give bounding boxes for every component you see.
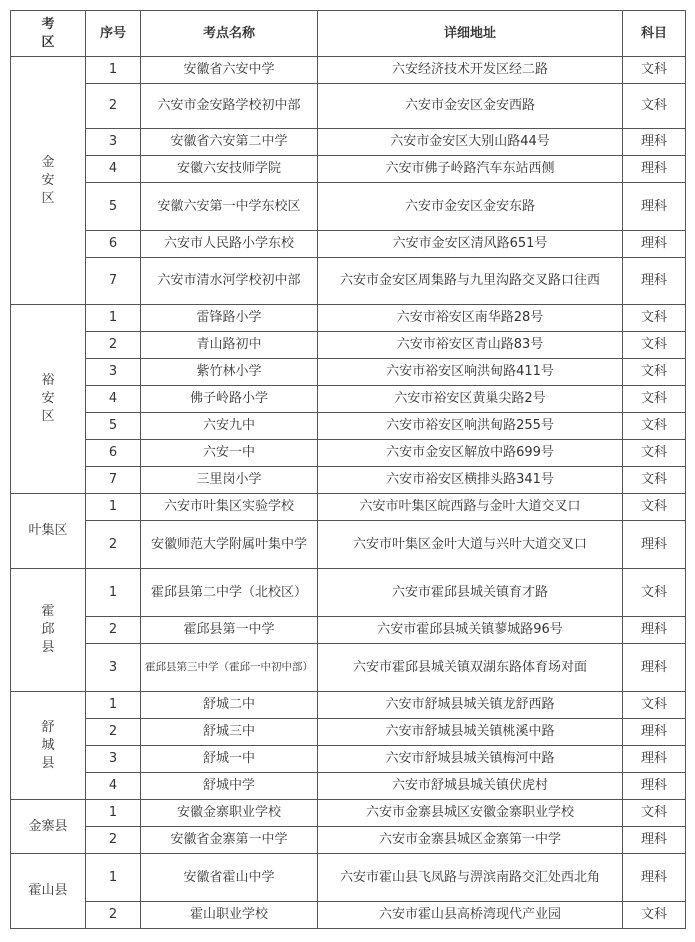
subject-cell: 文科 — [623, 467, 686, 494]
table-row — [11, 692, 686, 719]
seq-cell: 3 — [86, 129, 141, 156]
table-row — [11, 854, 686, 902]
site-name-cell: 安徽师范大学附属叶集中学 — [141, 521, 318, 569]
table-row — [11, 467, 686, 494]
seq-cell: 2 — [86, 902, 141, 929]
address-cell: 六安市金寨县城区安徽金寨职业学校 — [318, 800, 623, 827]
seq-cell: 7 — [86, 258, 141, 305]
table-row — [11, 183, 686, 231]
seq-cell: 4 — [86, 156, 141, 183]
address-cell: 六安市佛子岭路汽车东站西侧 — [318, 156, 623, 183]
seq-cell: 2 — [86, 84, 141, 129]
subject-cell: 理科 — [623, 773, 686, 800]
subject-cell: 理科 — [623, 258, 686, 305]
seq-cell: 1 — [86, 569, 141, 617]
site-name-cell: 霍邱县第三中学（霍邱一中初中部） — [141, 644, 318, 692]
table-row — [11, 156, 686, 183]
seq-cell: 2 — [86, 332, 141, 359]
table-row — [11, 305, 686, 332]
address-cell: 六安市裕安区青山路83号 — [318, 332, 623, 359]
seq-cell: 5 — [86, 413, 141, 440]
exam-sites-table — [10, 10, 686, 929]
table-row — [11, 719, 686, 746]
site-name-cell: 霍山职业学校 — [141, 902, 318, 929]
seq-cell: 1 — [86, 692, 141, 719]
seq-cell: 1 — [86, 305, 141, 332]
subject-cell: 文科 — [623, 692, 686, 719]
table-row — [11, 827, 686, 854]
table-row — [11, 359, 686, 386]
site-name-cell: 六安市人民路小学东校 — [141, 231, 318, 258]
site-name-cell: 舒城二中 — [141, 692, 318, 719]
address-cell: 六安市舒城县城关镇伏虎村 — [318, 773, 623, 800]
seq-cell: 3 — [86, 746, 141, 773]
district-cell: 霍山县 — [11, 854, 86, 929]
table-row — [11, 569, 686, 617]
address-cell: 六安市霍山县高桥湾现代产业园 — [318, 902, 623, 929]
address-cell: 六安市裕安区黄巢尖路2号 — [318, 386, 623, 413]
site-name-cell: 三里岗小学 — [141, 467, 318, 494]
subject-cell: 理科 — [623, 617, 686, 644]
address-cell: 六安市金安区大别山路44号 — [318, 129, 623, 156]
address-cell: 六安市叶集区金叶大道与兴叶大道交叉口 — [318, 521, 623, 569]
site-name-cell: 紫竹林小学 — [141, 359, 318, 386]
site-name-cell: 安徽省金寨第一中学 — [141, 827, 318, 854]
address-cell: 六安市舒城县城关镇龙舒西路 — [318, 692, 623, 719]
subject-cell: 理科 — [623, 827, 686, 854]
subject-cell: 文科 — [623, 800, 686, 827]
table-row — [11, 386, 686, 413]
table-row — [11, 773, 686, 800]
header-subject: 科目 — [623, 11, 686, 57]
subject-cell: 理科 — [623, 746, 686, 773]
site-name-cell: 安徽省霍山中学 — [141, 854, 318, 902]
subject-cell: 文科 — [623, 359, 686, 386]
site-name-cell: 舒城中学 — [141, 773, 318, 800]
site-name-cell: 雷锋路小学 — [141, 305, 318, 332]
address-cell: 六安经济技术开发区经二路 — [318, 57, 623, 84]
district-cell: 舒 城 县 — [11, 692, 86, 800]
address-cell: 六安市金安区清风路651号 — [318, 231, 623, 258]
seq-cell: 2 — [86, 521, 141, 569]
table-body — [11, 57, 686, 929]
seq-cell: 2 — [86, 719, 141, 746]
header-district: 考 区 — [11, 11, 86, 57]
header-address: 详细地址 — [318, 11, 623, 57]
seq-cell: 1 — [86, 854, 141, 902]
subject-cell: 理科 — [623, 156, 686, 183]
address-cell: 六安市舒城县城关镇桃溪中路 — [318, 719, 623, 746]
site-name-cell: 舒城一中 — [141, 746, 318, 773]
site-name-cell: 霍邱县第一中学 — [141, 617, 318, 644]
subject-cell: 文科 — [623, 305, 686, 332]
address-cell: 六安市裕安区响洪甸路411号 — [318, 359, 623, 386]
address-cell: 六安市裕安区南华路28号 — [318, 305, 623, 332]
address-cell: 六安市舒城县城关镇梅河中路 — [318, 746, 623, 773]
seq-cell: 4 — [86, 773, 141, 800]
subject-cell: 文科 — [623, 84, 686, 129]
address-cell: 六安市金安区金安东路 — [318, 183, 623, 231]
header-seq: 序号 — [86, 11, 141, 57]
subject-cell: 文科 — [623, 386, 686, 413]
subject-cell: 理科 — [623, 521, 686, 569]
address-cell: 六安市裕安区响洪甸路255号 — [318, 413, 623, 440]
seq-cell: 5 — [86, 183, 141, 231]
subject-cell: 文科 — [623, 902, 686, 929]
seq-cell: 3 — [86, 644, 141, 692]
site-name-cell: 安徽六安技师学院 — [141, 156, 318, 183]
seq-cell: 1 — [86, 57, 141, 84]
site-name-cell: 霍邱县第二中学（北校区） — [141, 569, 318, 617]
seq-cell: 1 — [86, 800, 141, 827]
address-cell: 六安市裕安区横排头路341号 — [318, 467, 623, 494]
seq-cell: 3 — [86, 359, 141, 386]
table-row — [11, 617, 686, 644]
address-cell: 六安市霍邱县城关镇育才路 — [318, 569, 623, 617]
district-cell: 霍 邱 县 — [11, 569, 86, 692]
subject-cell: 理科 — [623, 183, 686, 231]
site-name-cell: 六安九中 — [141, 413, 318, 440]
site-name-cell: 安徽金寨职业学校 — [141, 800, 318, 827]
address-cell: 六安市霍邱县城关镇双湖东路体育场对面 — [318, 644, 623, 692]
subject-cell: 文科 — [623, 494, 686, 521]
district-cell: 叶集区 — [11, 494, 86, 569]
address-cell: 六安市金安区解放中路699号 — [318, 440, 623, 467]
site-name-cell: 安徽省六安第二中学 — [141, 129, 318, 156]
site-name-cell: 安徽六安第一中学东校区 — [141, 183, 318, 231]
table-row — [11, 231, 686, 258]
table-row — [11, 258, 686, 305]
subject-cell: 文科 — [623, 332, 686, 359]
site-name-cell: 六安市金安路学校初中部 — [141, 84, 318, 129]
subject-cell: 理科 — [623, 644, 686, 692]
site-name-cell: 佛子岭路小学 — [141, 386, 318, 413]
seq-cell: 2 — [86, 827, 141, 854]
table-row — [11, 440, 686, 467]
subject-cell: 文科 — [623, 569, 686, 617]
header-row — [11, 11, 686, 57]
table-row — [11, 746, 686, 773]
subject-cell: 文科 — [623, 413, 686, 440]
district-cell: 裕 安 区 — [11, 305, 86, 494]
table-row — [11, 332, 686, 359]
site-name-cell: 六安市清水河学校初中部 — [141, 258, 318, 305]
address-cell: 六安市金寨县城区金寨第一中学 — [318, 827, 623, 854]
district-cell: 金寨县 — [11, 800, 86, 854]
site-name-cell: 舒城三中 — [141, 719, 318, 746]
site-name-cell: 青山路初中 — [141, 332, 318, 359]
seq-cell: 6 — [86, 440, 141, 467]
address-cell: 六安市金安区周集路与九里沟路交叉路口往西 — [318, 258, 623, 305]
table-row — [11, 84, 686, 129]
subject-cell: 理科 — [623, 231, 686, 258]
subject-cell: 文科 — [623, 57, 686, 84]
district-cell: 金 安 区 — [11, 57, 86, 305]
site-name-cell: 安徽省六安中学 — [141, 57, 318, 84]
table-row — [11, 57, 686, 84]
table-row — [11, 644, 686, 692]
subject-cell: 理科 — [623, 719, 686, 746]
address-cell: 六安市金安区金安西路 — [318, 84, 623, 129]
table-row — [11, 494, 686, 521]
subject-cell: 文科 — [623, 440, 686, 467]
header-name: 考点名称 — [141, 11, 318, 57]
seq-cell: 7 — [86, 467, 141, 494]
subject-cell: 理科 — [623, 854, 686, 902]
address-cell: 六安市霍邱县城关镇蓼城路96号 — [318, 617, 623, 644]
site-name-cell: 六安一中 — [141, 440, 318, 467]
seq-cell: 4 — [86, 386, 141, 413]
table-row — [11, 902, 686, 929]
seq-cell: 6 — [86, 231, 141, 258]
subject-cell: 理科 — [623, 129, 686, 156]
seq-cell: 1 — [86, 494, 141, 521]
table-row — [11, 129, 686, 156]
table-row — [11, 521, 686, 569]
site-name-cell: 六安市叶集区实验学校 — [141, 494, 318, 521]
seq-cell: 2 — [86, 617, 141, 644]
table-row — [11, 413, 686, 440]
table-row — [11, 800, 686, 827]
address-cell: 六安市叶集区皖西路与金叶大道交叉口 — [318, 494, 623, 521]
address-cell: 六安市霍山县飞凤路与淠滨南路交汇处西北角 — [318, 854, 623, 902]
